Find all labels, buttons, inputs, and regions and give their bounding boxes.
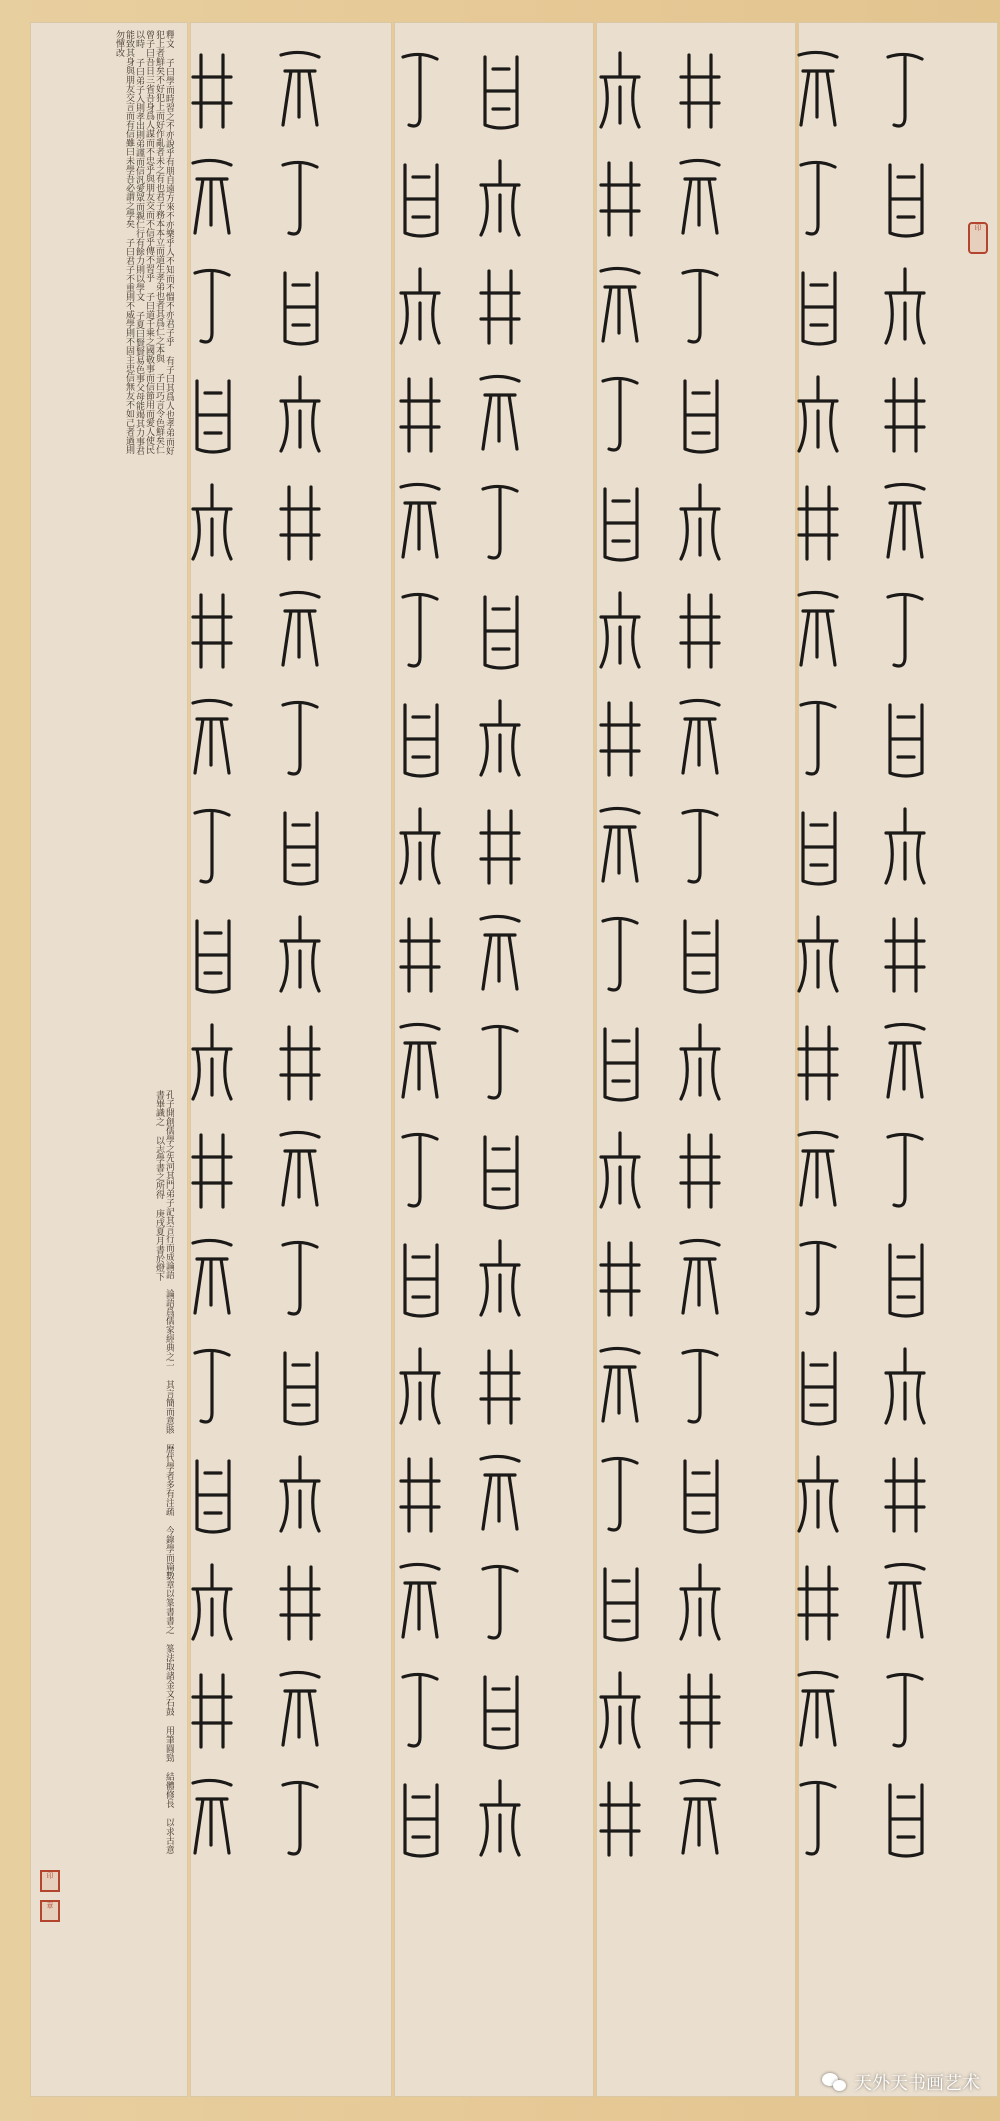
seal-script-glyph: [658, 1008, 742, 1116]
seal-script-glyph: [458, 252, 542, 360]
seal-script-column: [658, 36, 742, 1872]
seal-script-glyph: [863, 792, 947, 900]
seal-script-glyph: [863, 468, 947, 576]
seal-script-glyph: [170, 792, 254, 900]
seal-script-glyph: [776, 1008, 860, 1116]
seal-script-glyph: [378, 1656, 462, 1764]
seal-script-glyph: [170, 900, 254, 1008]
seal-script-glyph: [458, 36, 542, 144]
seal-script-glyph: [578, 1116, 662, 1224]
watermark-text: 天外天书画艺术: [854, 2073, 980, 2094]
seal-script-glyph: [658, 360, 742, 468]
seal-script-glyph: [258, 1224, 342, 1332]
seal-script-glyph: [170, 576, 254, 684]
seal-script-glyph: [658, 252, 742, 360]
seal-script-glyph: [578, 1440, 662, 1548]
seal-script-glyph: [170, 1548, 254, 1656]
seal-script-glyph: [458, 1440, 542, 1548]
seal-script-glyph: [378, 1548, 462, 1656]
seal-script-glyph: [378, 1224, 462, 1332]
seal-script-glyph: [863, 1008, 947, 1116]
seal-script-column: [458, 36, 542, 1872]
seal-script-glyph: [658, 900, 742, 1008]
seal-script-glyph: [258, 576, 342, 684]
seal-script-glyph: [170, 1116, 254, 1224]
seal-script-glyph: [258, 468, 342, 576]
seal-script-glyph: [258, 684, 342, 792]
seal-script-column: [578, 36, 662, 1872]
seal-script-glyph: [458, 144, 542, 252]
seal-script-glyph: [863, 1332, 947, 1440]
seal-script-glyph: [458, 1224, 542, 1332]
seal-script-column: [863, 36, 947, 1872]
seal-script-glyph: [776, 252, 860, 360]
seal-script-glyph: [378, 36, 462, 144]
seal-script-glyph: [458, 468, 542, 576]
seal-script-glyph: [658, 36, 742, 144]
seal-script-glyph: [170, 36, 254, 144]
seal-stamp-signature-2: 章: [40, 1900, 60, 1922]
seal-script-glyph: [378, 1332, 462, 1440]
seal-script-glyph: [658, 1548, 742, 1656]
seal-script-glyph: [863, 360, 947, 468]
seal-script-glyph: [578, 1548, 662, 1656]
seal-script-glyph: [458, 360, 542, 468]
seal-script-glyph: [458, 900, 542, 1008]
seal-script-glyph: [458, 1332, 542, 1440]
seal-script-glyph: [776, 1224, 860, 1332]
seal-script-glyph: [578, 1224, 662, 1332]
seal-script-glyph: [458, 792, 542, 900]
seal-script-glyph: [658, 1332, 742, 1440]
seal-script-glyph: [258, 36, 342, 144]
seal-script-glyph: [658, 468, 742, 576]
seal-script-glyph: [776, 1548, 860, 1656]
seal-script-glyph: [258, 1008, 342, 1116]
seal-script-column: [776, 36, 860, 1872]
seal-script-glyph: [258, 360, 342, 468]
seal-script-glyph: [258, 144, 342, 252]
seal-script-glyph: [378, 1008, 462, 1116]
seal-script-glyph: [658, 792, 742, 900]
seal-script-glyph: [658, 1656, 742, 1764]
seal-script-glyph: [863, 1548, 947, 1656]
seal-script-glyph: [863, 252, 947, 360]
seal-script-glyph: [258, 900, 342, 1008]
seal-script-glyph: [658, 576, 742, 684]
seal-script-glyph: [378, 360, 462, 468]
seal-script-glyph: [578, 1332, 662, 1440]
seal-stamp-top-right: 印: [968, 222, 988, 254]
seal-script-glyph: [378, 1116, 462, 1224]
seal-script-glyph: [258, 1656, 342, 1764]
seal-script-glyph: [458, 1116, 542, 1224]
seal-script-glyph: [578, 36, 662, 144]
seal-script-glyph: [658, 1764, 742, 1872]
seal-script-glyph: [578, 576, 662, 684]
seal-script-glyph: [578, 360, 662, 468]
seal-script-glyph: [458, 1656, 542, 1764]
seal-script-glyph: [170, 1332, 254, 1440]
seal-script-glyph: [863, 1764, 947, 1872]
seal-script-glyph: [258, 1332, 342, 1440]
seal-script-glyph: [378, 576, 462, 684]
seal-script-glyph: [776, 1764, 860, 1872]
seal-script-glyph: [258, 1440, 342, 1548]
seal-script-glyph: [776, 360, 860, 468]
seal-script-glyph: [776, 1332, 860, 1440]
seal-script-glyph: [458, 1008, 542, 1116]
seal-script-glyph: [863, 1224, 947, 1332]
colophon-inscription: 孔子開創儒學之先河其門弟子記其言行而成論語 論語爲儒家經典之一 其言簡而意賅 歷代學者多有注疏 今錄學而篇數章以篆書書之 篆法取諸金文石鼓 用筆圓勁 結體修長 以求古意 書畢識之 以志學書之所得 庚戌夏月書於燈下: [154, 1090, 174, 1854]
seal-script-glyph: [378, 900, 462, 1008]
seal-script-glyph: [458, 1548, 542, 1656]
seal-script-glyph: [776, 576, 860, 684]
seal-script-glyph: [578, 1764, 662, 1872]
seal-script-glyph: [776, 1116, 860, 1224]
seal-script-glyph: [170, 1656, 254, 1764]
seal-script-glyph: [170, 252, 254, 360]
seal-script-glyph: [658, 684, 742, 792]
seal-script-glyph: [378, 252, 462, 360]
seal-script-glyph: [378, 144, 462, 252]
seal-script-glyph: [776, 468, 860, 576]
seal-script-glyph: [170, 684, 254, 792]
seal-script-glyph: [378, 1764, 462, 1872]
seal-script-column: [378, 36, 462, 1872]
seal-script-glyph: [170, 1440, 254, 1548]
seal-script-glyph: [170, 1764, 254, 1872]
seal-script-glyph: [258, 792, 342, 900]
wechat-icon: [822, 2071, 848, 2093]
seal-script-glyph: [578, 684, 662, 792]
seal-script-glyph: [458, 1764, 542, 1872]
seal-script-glyph: [863, 144, 947, 252]
seal-script-glyph: [863, 1116, 947, 1224]
seal-script-glyph: [258, 252, 342, 360]
seal-script-glyph: [170, 360, 254, 468]
seal-script-glyph: [378, 1440, 462, 1548]
seal-script-glyph: [578, 792, 662, 900]
seal-script-glyph: [578, 252, 662, 360]
seal-script-glyph: [776, 144, 860, 252]
seal-script-glyph: [658, 144, 742, 252]
seal-script-glyph: [863, 1440, 947, 1548]
seal-script-glyph: [258, 1548, 342, 1656]
seal-script-glyph: [863, 1656, 947, 1764]
seal-script-glyph: [378, 792, 462, 900]
seal-script-glyph: [658, 1224, 742, 1332]
seal-script-glyph: [658, 1440, 742, 1548]
seal-script-glyph: [578, 900, 662, 1008]
seal-script-glyph: [458, 576, 542, 684]
seal-script-glyph: [863, 684, 947, 792]
seal-script-glyph: [170, 1008, 254, 1116]
seal-script-glyph: [258, 1116, 342, 1224]
seal-script-glyph: [776, 1656, 860, 1764]
seal-script-glyph: [578, 468, 662, 576]
seal-script-glyph: [578, 1656, 662, 1764]
seal-script-glyph: [578, 1008, 662, 1116]
seal-script-glyph: [378, 468, 462, 576]
seal-script-glyph: [863, 36, 947, 144]
seal-script-glyph: [170, 468, 254, 576]
seal-script-glyph: [458, 684, 542, 792]
seal-script-glyph: [776, 684, 860, 792]
seal-script-column: [258, 36, 342, 1872]
seal-stamp-signature-1: 印: [40, 1870, 60, 1892]
seal-script-glyph: [170, 1224, 254, 1332]
seal-script-glyph: [170, 144, 254, 252]
seal-script-glyph: [863, 576, 947, 684]
seal-script-glyph: [578, 144, 662, 252]
seal-script-column: [170, 36, 254, 1872]
watermark: [822, 2069, 980, 2095]
colophon-transcription: 釋文 子曰學而時習之不亦說乎有朋自遠方來不亦樂乎人不知而不慍不亦君子乎 有子曰其爲人也孝弟而好犯上者鮮矣不好犯上而好作亂者未之有也君子務本本立而道生孝弟也者其爲仁之本與 子曰巧言令色鮮矣仁 曾子曰吾日三省吾身爲人謀而不忠乎與朋友交而不信乎傳不習乎 子曰道千乘之國敬事而信節用而愛人使民以時 子曰弟子入則孝出則弟謹而信汎愛眾而親仁行有餘力則以學文 子夏曰賢賢易色事父母能竭其力事君能致其身與朋友交言而有信雖曰未學吾必謂之學矣 子曰君子不重則不威學則不固主忠信無友不如己者過則勿憚改: [114, 30, 174, 455]
seal-script-glyph: [776, 1440, 860, 1548]
seal-script-glyph: [258, 1764, 342, 1872]
seal-script-glyph: [658, 1116, 742, 1224]
seal-script-glyph: [378, 684, 462, 792]
seal-script-glyph: [863, 900, 947, 1008]
seal-script-glyph: [776, 36, 860, 144]
seal-script-glyph: [776, 900, 860, 1008]
seal-script-glyph: [776, 792, 860, 900]
